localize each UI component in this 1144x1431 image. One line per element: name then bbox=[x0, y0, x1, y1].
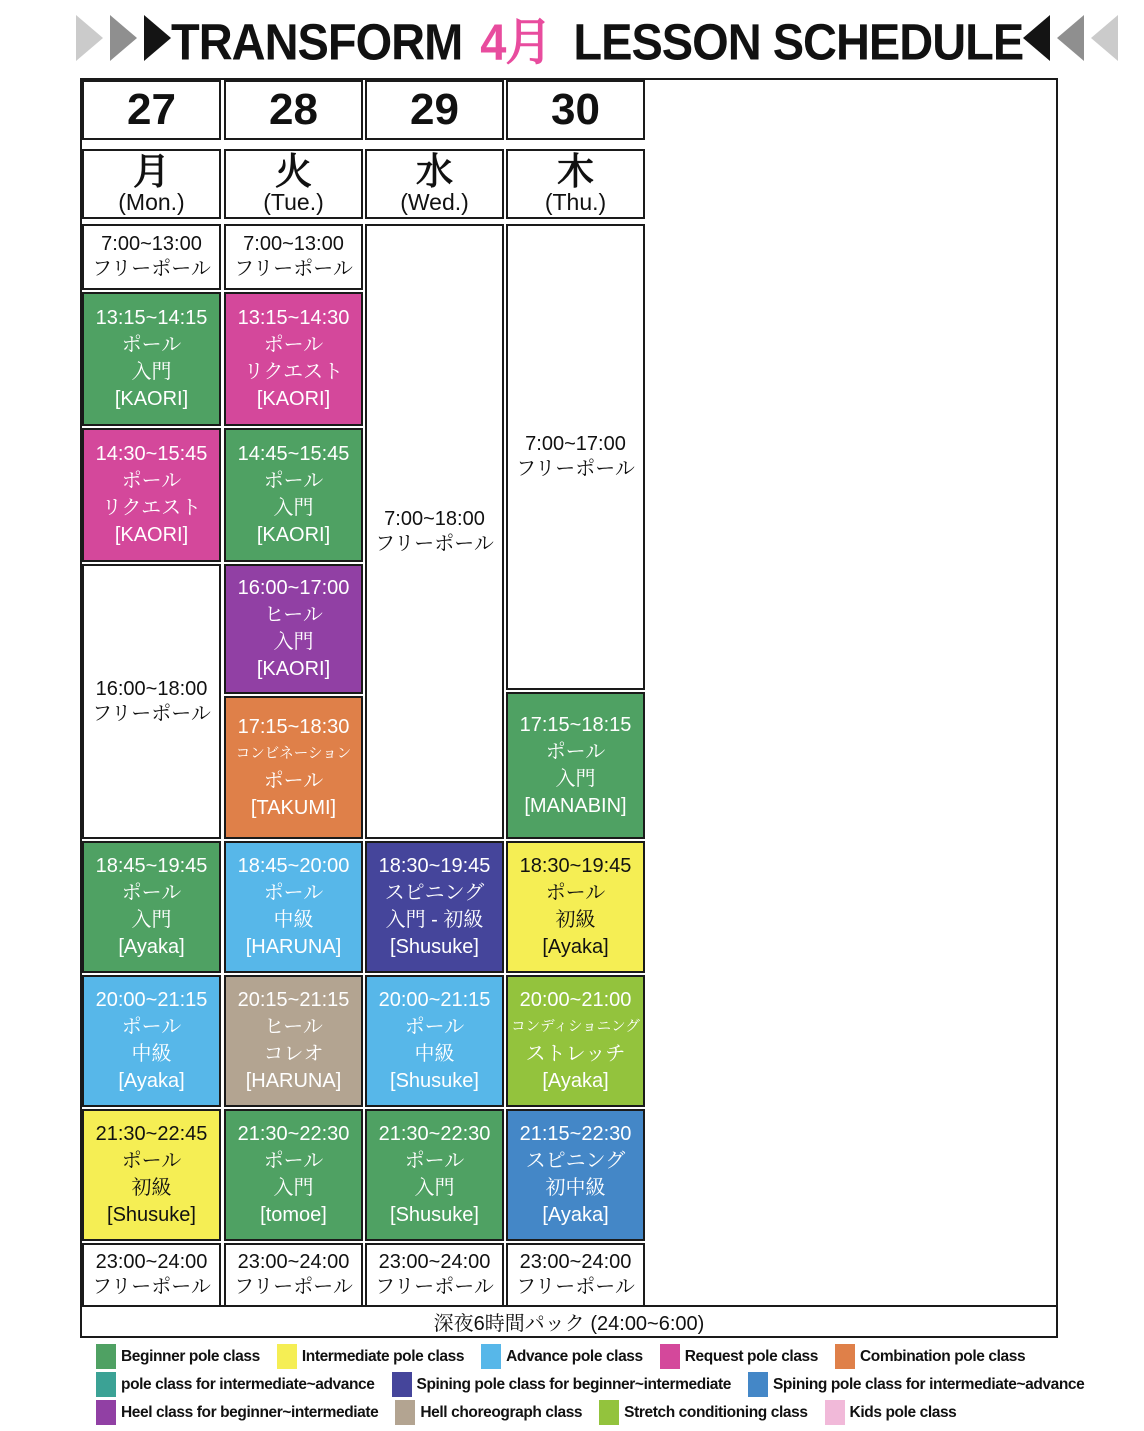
lesson-cell bbox=[82, 292, 221, 426]
lesson-time: 18:30~19:45 bbox=[519, 855, 632, 877]
legend-item bbox=[277, 1344, 464, 1369]
lesson-title: フリーポール bbox=[234, 1276, 353, 1298]
lesson-instructor: [Shusuke] bbox=[107, 1204, 196, 1226]
color-swatch bbox=[835, 1344, 855, 1369]
lesson-time: 16:00~18:00 bbox=[95, 677, 208, 700]
lesson-title: フリーポール bbox=[516, 1276, 635, 1298]
lesson-level: 中級 bbox=[414, 1043, 455, 1065]
free-pole-cell bbox=[224, 224, 363, 290]
subtitle: LESSON SCHEDULE bbox=[573, 12, 1024, 70]
lesson-title: ポール bbox=[404, 1150, 465, 1172]
legend-label: Heel class for beginner~intermediate bbox=[121, 1403, 379, 1421]
lesson-instructor: [HARUNA] bbox=[245, 1070, 342, 1092]
lesson-title: ポール bbox=[121, 1150, 182, 1172]
lesson-time: 18:45~19:45 bbox=[95, 855, 208, 877]
lesson-cell bbox=[82, 841, 221, 973]
weekday-kanji: 火 bbox=[275, 151, 312, 192]
lesson-title: コンビネーション bbox=[235, 745, 352, 762]
lesson-instructor: [KAORI] bbox=[114, 388, 189, 410]
chevron-left-icon bbox=[1091, 15, 1118, 61]
date-number: 28 bbox=[269, 85, 318, 134]
lesson-level: ポール bbox=[263, 769, 324, 792]
lesson-instructor: [TAKUMI] bbox=[250, 796, 337, 819]
date-header-mon bbox=[82, 80, 221, 140]
lesson-instructor: [tomoe] bbox=[260, 1204, 327, 1226]
lesson-time: 23:00~24:00 bbox=[95, 1251, 208, 1273]
lesson-instructor: [Ayaka] bbox=[542, 1070, 609, 1092]
lesson-cell bbox=[224, 428, 363, 562]
color-swatch bbox=[392, 1372, 412, 1397]
lesson-cell bbox=[82, 1109, 221, 1241]
month-label: 4月 bbox=[480, 12, 552, 70]
free-pole-cell bbox=[506, 1243, 645, 1307]
lesson-cell bbox=[506, 1109, 645, 1241]
legend-item bbox=[481, 1344, 643, 1369]
free-pole-cell bbox=[82, 564, 221, 839]
lesson-time: 23:00~24:00 bbox=[378, 1251, 491, 1273]
legend-item bbox=[96, 1400, 378, 1425]
lesson-time: 13:15~14:30 bbox=[237, 307, 350, 329]
lesson-instructor: [KAORI] bbox=[256, 388, 331, 410]
legend-label: Kids pole class bbox=[849, 1403, 957, 1421]
color-swatch bbox=[96, 1372, 116, 1397]
lesson-level: 中級 bbox=[131, 1043, 172, 1065]
midnight-pack-row bbox=[82, 1305, 1056, 1336]
lesson-instructor: [KAORI] bbox=[256, 524, 331, 546]
legend-item bbox=[599, 1400, 807, 1425]
color-swatch bbox=[96, 1344, 116, 1369]
lesson-time: 14:45~15:45 bbox=[237, 443, 350, 465]
lesson-instructor: [KAORI] bbox=[114, 524, 189, 546]
lesson-cell bbox=[365, 1109, 504, 1241]
legend-label: Hell choreograph class bbox=[420, 1403, 583, 1421]
color-swatch bbox=[395, 1400, 415, 1425]
lesson-level: 中級 bbox=[273, 909, 314, 931]
lesson-cell bbox=[224, 841, 363, 973]
legend-label: pole class for intermediate~advance bbox=[121, 1375, 375, 1393]
lesson-time: 21:30~22:30 bbox=[378, 1123, 491, 1145]
lesson-time: 13:15~14:15 bbox=[95, 307, 208, 329]
legend-item bbox=[660, 1344, 818, 1369]
lesson-instructor: [Ayaka] bbox=[542, 1204, 609, 1226]
lesson-cell bbox=[224, 696, 363, 839]
legend-row bbox=[96, 1344, 1106, 1369]
weekday-header-wed bbox=[365, 149, 504, 219]
chevron-left-icon bbox=[1057, 15, 1084, 61]
legend-item bbox=[395, 1400, 582, 1425]
lesson-title: フリーポール bbox=[92, 1276, 211, 1298]
color-swatch bbox=[660, 1344, 680, 1369]
lesson-cell bbox=[506, 692, 645, 839]
lesson-instructor: [Ayaka] bbox=[118, 1070, 185, 1092]
lesson-title: フリーポール bbox=[516, 458, 635, 480]
lesson-level: 入門 bbox=[414, 1177, 455, 1199]
lesson-title: フリーポール bbox=[92, 702, 211, 725]
legend-row bbox=[96, 1400, 1106, 1425]
page-title bbox=[171, 2, 1023, 74]
lesson-title: ポール bbox=[121, 334, 182, 356]
date-number: 29 bbox=[410, 85, 459, 134]
lesson-time: 7:00~18:00 bbox=[384, 507, 485, 530]
weekday-kanji: 木 bbox=[557, 151, 594, 192]
weekday-header-mon bbox=[82, 149, 221, 219]
lesson-level: リクエスト bbox=[101, 497, 202, 519]
midnight-pack-label: 深夜6時間パック (24:00~6:00) bbox=[433, 1313, 705, 1335]
lesson-level: 入門 bbox=[131, 361, 172, 383]
lesson-level: 入門 bbox=[555, 767, 596, 790]
lesson-cell bbox=[82, 428, 221, 562]
free-pole-cell bbox=[365, 1243, 504, 1307]
lesson-cell bbox=[365, 841, 504, 973]
lesson-time: 20:15~21:15 bbox=[237, 989, 350, 1011]
lesson-title: フリーポール bbox=[92, 258, 211, 280]
legend-label: Advance pole class bbox=[506, 1347, 643, 1365]
legend-label: Intermediate pole class bbox=[301, 1347, 465, 1365]
lesson-level: 入門 - 初級 bbox=[385, 909, 484, 931]
lesson-title: スピニング bbox=[384, 882, 485, 904]
lesson-title: ポール bbox=[121, 882, 182, 904]
free-pole-cell bbox=[365, 224, 504, 839]
date-header-tue bbox=[224, 80, 363, 140]
weekday-english: (Mon.) bbox=[118, 189, 185, 215]
lesson-level: 初級 bbox=[555, 909, 596, 931]
legend bbox=[96, 1344, 1106, 1428]
lesson-level: 初級 bbox=[131, 1177, 172, 1199]
lesson-level: 入門 bbox=[273, 631, 314, 653]
legend-label: Beginner pole class bbox=[121, 1347, 260, 1365]
lesson-instructor: [Shusuke] bbox=[390, 1070, 479, 1092]
free-pole-cell bbox=[506, 224, 645, 690]
lesson-cell bbox=[224, 564, 363, 694]
legend-label: Combination pole class bbox=[859, 1347, 1026, 1365]
lesson-time: 18:45~20:00 bbox=[237, 855, 350, 877]
color-swatch bbox=[748, 1372, 768, 1397]
lesson-time: 20:00~21:00 bbox=[519, 989, 632, 1011]
free-pole-cell bbox=[224, 1243, 363, 1307]
lesson-time: 23:00~24:00 bbox=[519, 1251, 632, 1273]
lesson-title: フリーポール bbox=[234, 258, 353, 280]
legend-item bbox=[96, 1372, 375, 1397]
lesson-cell bbox=[224, 292, 363, 426]
lesson-cell bbox=[365, 975, 504, 1107]
chevron-left-icon bbox=[1023, 15, 1050, 61]
lesson-cell bbox=[506, 975, 645, 1107]
lesson-instructor: [Shusuke] bbox=[390, 1204, 479, 1226]
schedule-board bbox=[80, 78, 1058, 1338]
lesson-time: 20:00~21:15 bbox=[95, 989, 208, 1011]
lesson-level: コレオ bbox=[263, 1043, 324, 1065]
lesson-cell bbox=[224, 1109, 363, 1241]
lesson-instructor: [Ayaka] bbox=[542, 936, 609, 958]
weekday-kanji: 水 bbox=[416, 151, 453, 192]
lesson-title: ポール bbox=[121, 1016, 182, 1038]
chevron-right-icon bbox=[144, 15, 171, 61]
lesson-instructor: [KAORI] bbox=[256, 658, 331, 680]
legend-label: Spining pole class for beginner~intermediate bbox=[416, 1375, 731, 1393]
lesson-cell bbox=[224, 975, 363, 1107]
color-swatch bbox=[481, 1344, 501, 1369]
lesson-time: 7:00~13:00 bbox=[101, 233, 202, 255]
weekday-english: (Wed.) bbox=[400, 189, 469, 215]
lesson-cell bbox=[506, 841, 645, 973]
triple-chevron-left-icon bbox=[1023, 15, 1118, 61]
lesson-title: ポール bbox=[121, 470, 182, 492]
lesson-level: 入門 bbox=[273, 497, 314, 519]
lesson-time: 21:15~22:30 bbox=[519, 1123, 632, 1145]
legend-item bbox=[835, 1344, 1025, 1369]
lesson-time: 23:00~24:00 bbox=[237, 1251, 350, 1273]
lesson-instructor: [Ayaka] bbox=[118, 936, 185, 958]
legend-label: Stretch conditioning class bbox=[624, 1403, 808, 1421]
lesson-time: 18:30~19:45 bbox=[378, 855, 491, 877]
lesson-title: ポール bbox=[263, 1150, 324, 1172]
chevron-right-icon bbox=[76, 15, 103, 61]
brand-name: TRANSFORM bbox=[171, 12, 463, 70]
lesson-instructor: [Shusuke] bbox=[390, 936, 479, 958]
color-swatch bbox=[825, 1400, 845, 1425]
legend-item bbox=[748, 1372, 1084, 1397]
weekday-english: (Tue.) bbox=[263, 189, 324, 215]
lesson-time: 21:30~22:45 bbox=[95, 1123, 208, 1145]
lesson-instructor: [HARUNA] bbox=[245, 936, 342, 958]
weekday-header-tue bbox=[224, 149, 363, 219]
lesson-instructor: [MANABIN] bbox=[524, 794, 627, 817]
lesson-title: ポール bbox=[263, 882, 324, 904]
legend-item bbox=[825, 1400, 957, 1425]
legend-label: Spining pole class for intermediate~advance bbox=[772, 1375, 1085, 1393]
lesson-title: ヒール bbox=[264, 604, 323, 626]
weekday-header-thu bbox=[506, 149, 645, 219]
date-number: 27 bbox=[127, 85, 176, 134]
chevron-right-icon bbox=[110, 15, 137, 61]
lesson-level: リクエスト bbox=[243, 361, 344, 383]
date-number: 30 bbox=[551, 85, 600, 134]
free-pole-cell bbox=[82, 224, 221, 290]
lesson-time: 7:00~13:00 bbox=[243, 233, 344, 255]
lesson-title: ヒール bbox=[264, 1016, 323, 1038]
lesson-time: 17:15~18:30 bbox=[237, 715, 350, 738]
color-swatch bbox=[599, 1400, 619, 1425]
lesson-time: 21:30~22:30 bbox=[237, 1123, 350, 1145]
lesson-title: ポール bbox=[263, 334, 324, 356]
weekday-english: (Thu.) bbox=[544, 189, 607, 215]
legend-item bbox=[392, 1372, 731, 1397]
lesson-level: ストレッチ bbox=[525, 1043, 626, 1065]
lesson-title: フリーポール bbox=[375, 532, 494, 555]
lesson-title: ポール bbox=[545, 882, 606, 904]
lesson-title: コンディショニング bbox=[511, 1019, 640, 1035]
lesson-cell bbox=[82, 975, 221, 1107]
free-pole-cell bbox=[82, 1243, 221, 1307]
lesson-title: スピニング bbox=[525, 1150, 626, 1172]
title-bar bbox=[76, 6, 1068, 70]
lesson-time: 16:00~17:00 bbox=[237, 577, 350, 599]
lesson-time: 20:00~21:15 bbox=[378, 989, 491, 1011]
date-header-thu bbox=[506, 80, 645, 140]
legend-item bbox=[96, 1344, 260, 1369]
triple-chevron-right-icon bbox=[76, 15, 171, 61]
date-header-wed bbox=[365, 80, 504, 140]
lesson-title: ポール bbox=[404, 1016, 465, 1038]
lesson-time: 7:00~17:00 bbox=[525, 433, 626, 455]
lesson-level: 入門 bbox=[273, 1177, 314, 1199]
lesson-time: 14:30~15:45 bbox=[95, 443, 208, 465]
legend-label: Request pole class bbox=[684, 1347, 818, 1365]
lesson-level: 初中級 bbox=[545, 1177, 606, 1199]
color-swatch bbox=[96, 1400, 116, 1425]
weekday-kanji: 月 bbox=[133, 151, 170, 192]
lesson-time: 17:15~18:15 bbox=[519, 713, 632, 736]
legend-row bbox=[96, 1372, 1106, 1397]
lesson-title: フリーポール bbox=[375, 1276, 494, 1298]
lesson-level: 入門 bbox=[131, 909, 172, 931]
lesson-title: ポール bbox=[263, 470, 324, 492]
lesson-title: ポール bbox=[545, 740, 606, 763]
color-swatch bbox=[277, 1344, 297, 1369]
